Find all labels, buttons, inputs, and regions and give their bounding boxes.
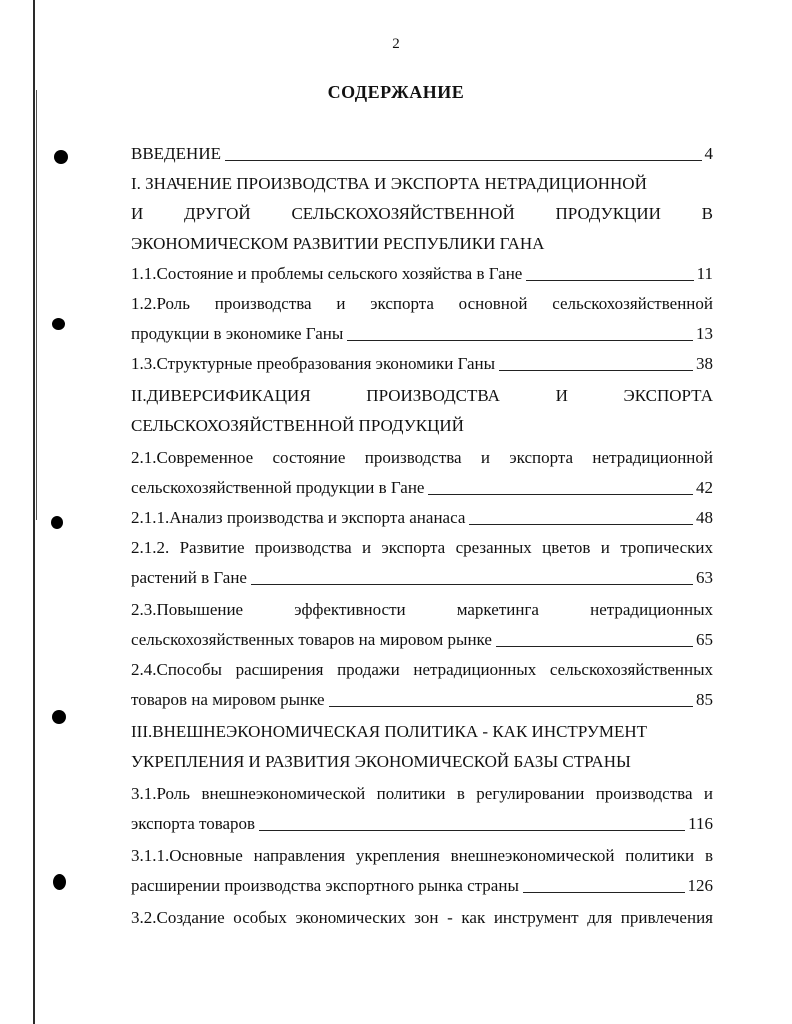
toc-entry-title: расширении производства экспортного рынка страны	[131, 876, 519, 895]
toc-entry-1-2	[131, 322, 713, 346]
toc-entry-2-3	[131, 628, 713, 652]
toc-entry-page: 48	[696, 508, 713, 527]
toc-entry-title: сельскохозяйственных товаров на мировом рынке	[131, 630, 492, 649]
toc-entry-page: 11	[696, 264, 713, 283]
leader-line	[347, 340, 693, 341]
toc-entry-page: 42	[696, 478, 713, 497]
toc-entry-3-1-1-line-1: 3.1.1.Основные направления укрепления внешнеэкономической политики в	[131, 846, 713, 865]
scan-edge-line	[33, 0, 35, 1024]
leader-line	[259, 830, 685, 831]
toc-entry-1-3	[131, 352, 713, 376]
toc-entry-3-1	[131, 812, 713, 836]
toc-entry-1-1	[131, 262, 713, 286]
toc-entry-title: 2.1.1.Анализ производства и экспорта ананаса	[131, 508, 466, 527]
toc-entry-title: 1.1.Состояние и проблемы сельского хозяйства в Гане	[131, 264, 523, 283]
scan-edge-line-secondary	[36, 90, 37, 520]
punch-hole-mark	[54, 150, 68, 164]
toc-entry-2-4	[131, 688, 713, 712]
toc-entry-title: ВВЕДЕНИЕ	[131, 144, 221, 163]
toc-entry-title: экспорта товаров	[131, 814, 256, 833]
toc-entry-3-1-1	[131, 874, 713, 898]
toc-entry-page: 65	[696, 630, 713, 649]
toc-entry-3-1-line-1: 3.1.Роль внешнеэкономической политики в регулировании производства и	[131, 784, 713, 803]
toc-entry-3-2-line-1: 3.2.Создание особых экономических зон - как инструмент для привлечения	[131, 908, 713, 927]
toc-entry-page: 126	[687, 876, 713, 895]
toc-entry-2-1	[131, 476, 713, 500]
toc-entry-2-1-1	[131, 506, 713, 530]
toc-chapter-2-line-1: II.ДИВЕРСИФИКАЦИЯ ПРОИЗВОДСТВА И ЭКСПОРТА	[131, 386, 713, 405]
page-title: СОДЕРЖАНИЕ	[327, 82, 465, 102]
leader-line	[499, 370, 693, 371]
leader-line	[469, 524, 693, 525]
toc-entry-2-1-2	[131, 566, 713, 590]
punch-hole-mark	[53, 874, 66, 890]
punch-hole-mark	[51, 516, 63, 529]
toc-entry-2-1-2-line-1: 2.1.2. Развитие производства и экспорта срезанных цветов и тропических	[131, 538, 713, 557]
toc-entry-page: 13	[696, 324, 713, 343]
toc-chapter-1-line-3: ЭКОНОМИЧЕСКОМ РАЗВИТИИ РЕСПУБЛИКИ ГАНА	[131, 234, 545, 253]
toc-entry-title: сельскохозяйственной продукции в Гане	[131, 478, 425, 497]
punch-hole-mark	[52, 318, 65, 330]
leader-line	[428, 494, 693, 495]
toc-entry-page: 38	[696, 354, 713, 373]
page-number: 2	[392, 36, 400, 52]
toc-chapter-1-line-1: I. ЗНАЧЕНИЕ ПРОИЗВОДСТВА И ЭКСПОРТА НЕТРАДИЦИОННОЙ	[131, 174, 647, 193]
toc-entry-page: 63	[696, 568, 713, 587]
toc-entry-title: продукции в экономике Ганы	[131, 324, 344, 343]
leader-line	[526, 280, 693, 281]
leader-line	[496, 646, 693, 647]
toc-entry-page: 4	[704, 144, 713, 163]
toc-entry-page: 85	[696, 690, 713, 709]
toc-chapter-3-line-1: III.ВНЕШНЕЭКОНОМИЧЕСКАЯ ПОЛИТИКА - КАК ИНСТРУМЕНТ	[131, 722, 648, 741]
toc-entry-page: 116	[688, 814, 713, 833]
toc-chapter-1-line-2: И ДРУГОЙ СЕЛЬСКОХОЗЯЙСТВЕННОЙ ПРОДУКЦИИ В	[131, 204, 713, 223]
toc-entry-2-3-line-1: 2.3.Повышение эффективности маркетинга нетрадиционных	[131, 600, 713, 619]
leader-line	[329, 706, 693, 707]
toc-entry-1-2-line-1: 1.2.Роль производства и экспорта основной сельскохозяйственной	[131, 294, 713, 313]
leader-line	[523, 892, 685, 893]
toc-chapter-3-line-2: УКРЕПЛЕНИЯ И РАЗВИТИЯ ЭКОНОМИЧЕСКОЙ БАЗЫ СТРАНЫ	[131, 752, 631, 771]
toc-chapter-2-line-2: СЕЛЬСКОХОЗЯЙСТВЕННОЙ ПРОДУКЦИЙ	[131, 416, 464, 435]
punch-hole-mark	[52, 710, 66, 724]
toc-entry-2-1-line-1: 2.1.Современное состояние производства и экспорта нетрадиционной	[131, 448, 713, 467]
toc-entry-title: растений в Гане	[131, 568, 247, 587]
toc-entry-title: 1.3.Структурные преобразования экономики Ганы	[131, 354, 496, 373]
leader-line	[225, 160, 702, 161]
toc-entry-title: товаров на мировом рынке	[131, 690, 325, 709]
toc-entry-introduction	[131, 142, 713, 166]
toc-entry-2-4-line-1: 2.4.Способы расширения продажи нетрадиционных сельскохозяйственных	[131, 660, 713, 679]
leader-line	[251, 584, 693, 585]
